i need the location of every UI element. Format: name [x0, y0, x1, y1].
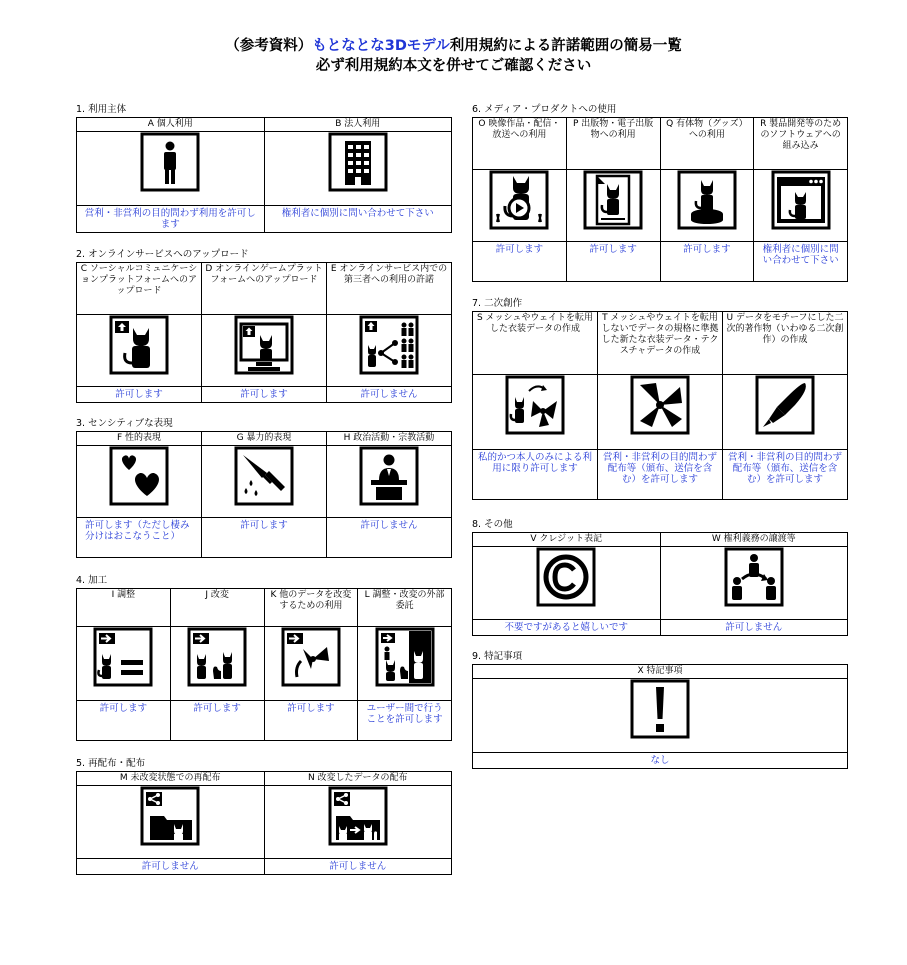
outsource-icon — [375, 627, 435, 687]
permission-text: なし — [473, 753, 848, 769]
item-label: K 他のデータを改変するための利用 — [264, 589, 358, 627]
permission-text: 許可します — [566, 242, 660, 282]
permission-text: ユーザー間で行うことを許可します — [358, 701, 452, 741]
permission-text: 許可します — [473, 242, 567, 282]
item-label: I 調整 — [77, 589, 171, 627]
section-heading: 3. センシティブな表現 — [76, 418, 173, 429]
item-label: L 調整・改変の外部委託 — [358, 589, 452, 627]
permission-text: 営利・非営利の目的問わず利用を許可します — [77, 206, 265, 233]
title-suffix: 利用規約による許諾範囲の簡易一覧 — [449, 38, 682, 54]
share-modified-icon — [328, 786, 388, 846]
item-label: W 権利義務の譲渡等 — [660, 533, 848, 547]
item-label: B 法人利用 — [264, 118, 452, 132]
item-label: E オンラインサービス内での第三者への利用の許諾 — [327, 263, 452, 315]
item-label: N 改変したデータの配布 — [264, 772, 452, 786]
section-heading: 4. 加工 — [76, 575, 108, 586]
publication-icon — [583, 170, 643, 230]
item-label: M 未改変状態での再配布 — [77, 772, 265, 786]
person-icon — [140, 132, 200, 192]
license-table — [472, 311, 848, 500]
section-1 — [76, 103, 452, 233]
video-cat-icon — [489, 170, 549, 230]
figure-icon — [677, 170, 737, 230]
permission-text: 許可します — [77, 387, 202, 403]
transfer-icon — [724, 547, 784, 607]
section-heading: 2. オンラインサービスへのアップロード — [76, 249, 249, 260]
permission-text: 許可しません — [264, 859, 452, 875]
permission-text: 許可します — [660, 242, 754, 282]
item-label: X 特記事項 — [473, 665, 848, 679]
software-icon — [771, 170, 831, 230]
permission-text: 許可しません — [327, 518, 452, 558]
permission-text: 許可します — [170, 701, 264, 741]
page-title — [0, 36, 907, 56]
section-heading: 7. 二次創作 — [472, 298, 523, 309]
permission-text: 許可しません — [660, 620, 848, 636]
hearts-icon — [109, 446, 169, 506]
ribbon-icon — [630, 375, 690, 435]
adjust-icon — [93, 627, 153, 687]
license-table — [472, 117, 848, 282]
exclamation-icon — [630, 679, 690, 739]
permission-text: 許可します — [264, 701, 358, 741]
item-label: O 映像作品・配信・放送への利用 — [473, 118, 567, 170]
podium-icon — [359, 446, 419, 506]
permission-text: 許可します — [202, 518, 327, 558]
permission-text: 不要ですがあると嬉しいです — [473, 620, 661, 636]
section-heading: 6. メディア・プロダクトへの使用 — [472, 104, 617, 115]
building-icon — [328, 132, 388, 192]
item-label: R 製品開発等のためのソフトウェアへの組み込み — [754, 118, 848, 170]
item-label: U データをモチーフにした二次的著作物（いわゆる二次創作）の作成 — [723, 312, 848, 375]
section-heading: 5. 再配布・配布 — [76, 758, 146, 769]
title-prefix: （参考資料） — [225, 38, 313, 54]
copyright-icon — [536, 547, 596, 607]
item-label: C ソーシャルコミュニケーションプラットフォームへのアップロード — [77, 263, 202, 315]
knife-icon — [234, 446, 294, 506]
item-label: A 個人利用 — [77, 118, 265, 132]
pen-icon — [755, 375, 815, 435]
section-heading: 1. 利用主体 — [76, 104, 127, 115]
item-label: T メッシュやウェイトを転用しないでデータの規格に準拠した新たな衣装データ・テクスチャデータの作成 — [598, 312, 723, 375]
license-table — [76, 262, 452, 403]
permission-text: 権利者に個別に問い合わせて下さい — [264, 206, 452, 233]
permission-text: 許可します（ただし棲み分けはおこなうこと） — [77, 518, 202, 558]
section-5 — [76, 757, 452, 875]
license-table — [472, 532, 848, 636]
permission-text: 営利・非営利の目的問わず配布等（頒布、送信を含む）を許可します — [723, 450, 848, 500]
upload-monitor-icon — [234, 315, 294, 375]
item-label: H 政治活動・宗教活動 — [327, 432, 452, 446]
share-folder-icon — [140, 786, 200, 846]
item-label: D オンラインゲームプラットフォームへのアップロード — [202, 263, 327, 315]
permission-text: 営利・非営利の目的問わず配布等（頒布、送信を含む）を許可します — [598, 450, 723, 500]
bow-icon — [281, 627, 341, 687]
section-8 — [472, 518, 848, 636]
item-label: P 出版物・電子出版物への利用 — [566, 118, 660, 170]
item-label: J 改変 — [170, 589, 264, 627]
permission-text: 許可しません — [327, 387, 452, 403]
section-heading: 9. 特記事項 — [472, 651, 523, 662]
item-label: F 性的表現 — [77, 432, 202, 446]
item-label: V クレジット表記 — [473, 533, 661, 547]
section-3 — [76, 417, 452, 558]
section-heading: 8. その他 — [472, 519, 513, 530]
license-table — [76, 771, 452, 875]
share-people-icon — [359, 315, 419, 375]
license-table — [76, 431, 452, 558]
item-label: G 暴力的表現 — [202, 432, 327, 446]
section-4 — [76, 574, 452, 741]
section-6 — [472, 103, 848, 282]
item-label: S メッシュやウェイトを転用した衣装データの作成 — [473, 312, 598, 375]
upload-cat-icon — [109, 315, 169, 375]
item-label: Q 有体物（グッズ）への利用 — [660, 118, 754, 170]
license-table — [472, 664, 848, 769]
permission-text: 許可します — [202, 387, 327, 403]
license-table — [76, 588, 452, 741]
modify-icon — [187, 627, 247, 687]
license-table — [76, 117, 452, 233]
section-7 — [472, 297, 848, 500]
permission-text: 私的かつ本人のみによる利用に限り許可します — [473, 450, 598, 500]
permission-text: 許可しません — [77, 859, 265, 875]
permission-text: 許可します — [77, 701, 171, 741]
title-brand: もとなとな3Dモデル — [312, 38, 450, 54]
section-2 — [76, 248, 452, 403]
cat-bow-icon — [505, 375, 565, 435]
page-subtitle: 必ず利用規約本文を併せてご確認ください — [315, 58, 592, 74]
section-9 — [472, 650, 848, 769]
permission-text: 権利者に個別に問い合わせて下さい — [754, 242, 848, 282]
